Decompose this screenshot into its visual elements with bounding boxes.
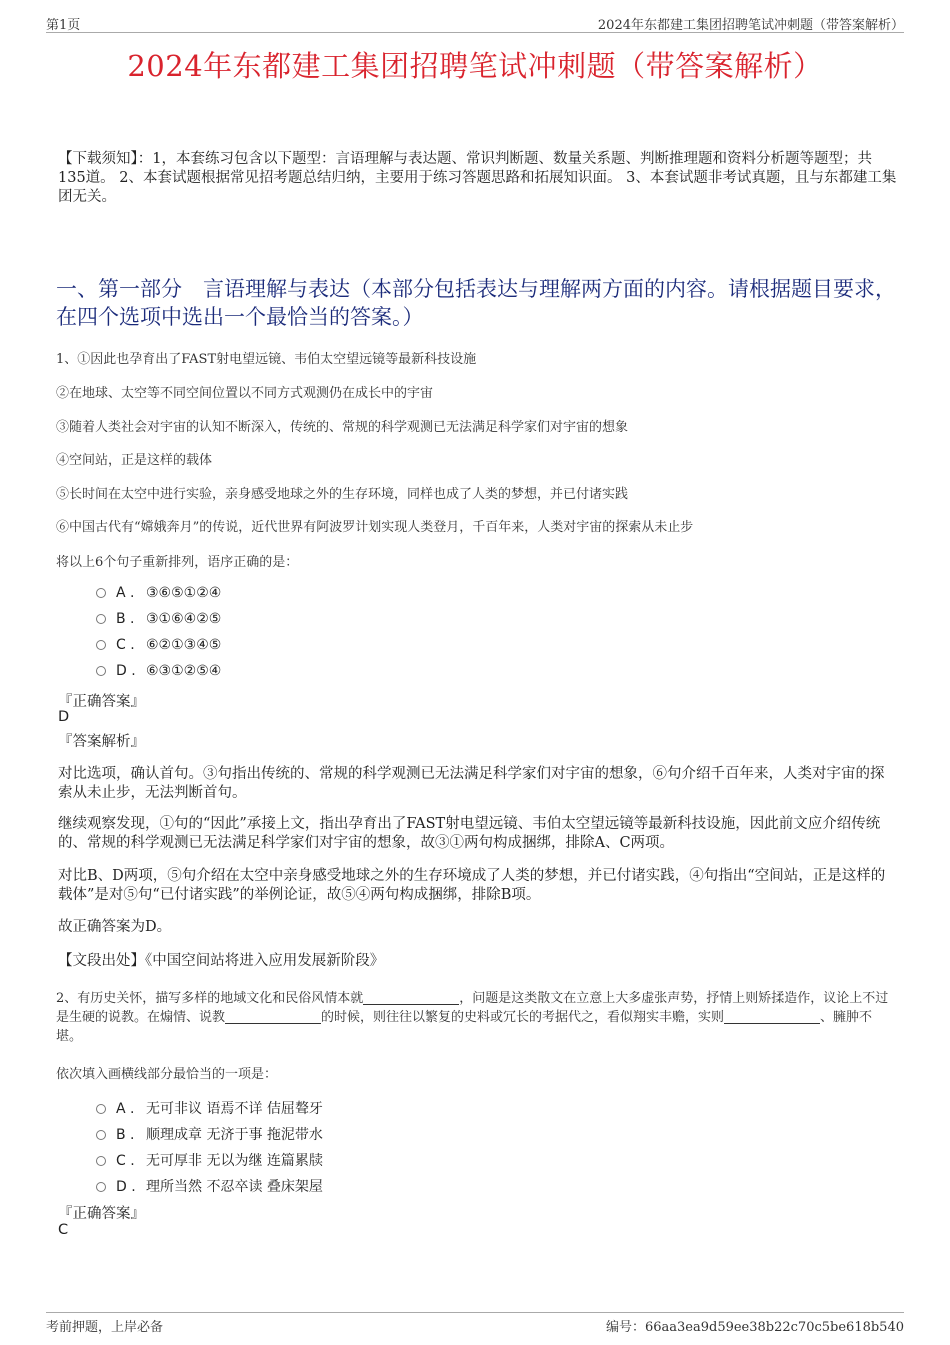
q1-prompt: 将以上6个句子重新排列，语序正确的是： <box>56 555 299 570</box>
answer-value: C <box>58 1222 69 1238</box>
fill-blank <box>724 1011 820 1024</box>
q2-option-c[interactable]: C . 无可厚非 无以为继 连篇累牍 <box>96 1150 323 1170</box>
footer-slogan: 考前押题，上岸必备 <box>46 1320 164 1335</box>
q1-line: ②在地球、太空等不同空间位置以不同方式观测仍在成长中的宇宙 <box>56 386 434 401</box>
radio-icon[interactable] <box>96 1156 106 1166</box>
source-citation: 【文段出处】《中国空间站将进入应用发展新阶段》 <box>58 953 385 969</box>
q1-line: ⑥中国古代有“嫦娥奔月”的传说，近代世界有阿波罗计划实现人类登月，千百年来，人类对宇宙的探索从未止步 <box>56 520 694 535</box>
q1-option-c[interactable]: C . ⑥②①③④⑤ <box>96 637 221 653</box>
answer-label: 『正确答案』 <box>58 1206 145 1222</box>
q1-option-a[interactable]: A . ③⑥⑤①②④ <box>96 585 221 601</box>
q2-option-d[interactable]: D . 理所当然 不忍卒读 叠床架屋 <box>96 1176 323 1196</box>
analysis-paragraph: 对比B、D两项，⑤句介绍在太空中亲身感受地球之外的生存环境成了人类的梦想，并已付诸实践，④句指出“空间站，正是这样的载体”是对⑤句“已付诸实践”的举例论证，故⑤④两句构成捆绑，排除B项。 <box>58 868 886 903</box>
header-doc-title: 2024年东都建工集团招聘笔试冲刺题（带答案解析） <box>597 18 904 33</box>
download-notice: 【下载须知】：1，本套练习包含以下题型：言语理解与表达题、常识判断题、数量关系题、判断推理题和资料分析题等题型；共135道。 2、本套试题根据常见招考题总结归纳，主要用于练习答题思路和拓展知识面。 3、本套试题非考试真题，且与东都建工集团无关。 <box>58 151 897 205</box>
section-heading: 一、第一部分 言语理解与表达（本部分包括表达与理解两方面的内容。请根据题目要求，在四个选项中选出一个最恰当的答案。） <box>56 277 896 329</box>
q1-option-d[interactable]: D . ⑥③①②⑤④ <box>96 663 221 679</box>
page-header <box>46 14 904 33</box>
radio-icon[interactable] <box>96 666 106 676</box>
analysis-conclusion: 故正确答案为D。 <box>58 919 172 935</box>
q1-option-b[interactable]: B . ③①⑥④②⑤ <box>96 611 221 627</box>
fill-blank <box>225 1011 321 1024</box>
page-number: 第1页 <box>46 18 81 33</box>
page-footer <box>46 1312 904 1333</box>
q2-prompt: 依次填入画横线部分最恰当的一项是： <box>56 1067 278 1082</box>
radio-icon[interactable] <box>96 588 106 598</box>
q1-line: ⑤长时间在太空中进行实验，亲身感受地球之外的生存环境，同样也成了人类的梦想，并已付诸实践 <box>56 487 629 502</box>
analysis-label: 『答案解析』 <box>58 734 145 750</box>
radio-icon[interactable] <box>96 1130 106 1140</box>
q2-option-b[interactable]: B . 顺理成章 无济于事 拖泥带水 <box>96 1124 323 1144</box>
document-id: 编号：66aa3ea9d59ee38b22c70c5be618b540 <box>605 1320 904 1335</box>
radio-icon[interactable] <box>96 1182 106 1192</box>
fill-blank <box>363 992 459 1005</box>
radio-icon[interactable] <box>96 640 106 650</box>
radio-icon[interactable] <box>96 614 106 624</box>
answer-value: D <box>58 709 70 725</box>
document-title: 2024年东都建工集团招聘笔试冲刺题（带答案解析） <box>127 49 823 83</box>
q1-line: 1、①因此也孕育出了FAST射电望远镜、韦伯太空望远镜等最新科技设施 <box>56 352 477 367</box>
analysis-paragraph: 对比选项，确认首句。③句指出传统的、常规的科学观测已无法满足科学家们对宇宙的想象，⑥句介绍千百年来，人类对宇宙的探索从未止步，无法判断首句。 <box>58 766 885 801</box>
q1-line: ③随着人类社会对宇宙的认知不断深入，传统的、常规的科学观测已无法满足科学家们对宇宙的想象 <box>56 420 629 435</box>
q2-option-a[interactable]: A . 无可非议 语焉不详 佶屈聱牙 <box>96 1098 323 1118</box>
radio-icon[interactable] <box>96 1104 106 1114</box>
analysis-paragraph: 继续观察发现，①句的“因此”承接上文，指出孕育出了FAST射电望远镜、韦伯太空望远镜等最新科技设施，因此前文应介绍传统的、常规的科学观测已无法满足科学家们对宇宙的想象，故③①两句构成捆绑，排除A、C两项。 <box>58 816 881 851</box>
q2-stem: 2、有历史关怀，描写多样的地域文化和民俗风情本就 ，问题是这类散文在立意上大多虚张声势，抒情上则矫揉造作，议论上不过是生硬的说教。在煽情、说教 的时候，则往往以繁复的史料或冗长的考据代之，看似翔实丰赡，实则 、臃肿不堪。 <box>56 991 889 1044</box>
q1-line: ④空间站，正是这样的载体 <box>56 453 213 468</box>
answer-label: 『正确答案』 <box>58 694 145 710</box>
